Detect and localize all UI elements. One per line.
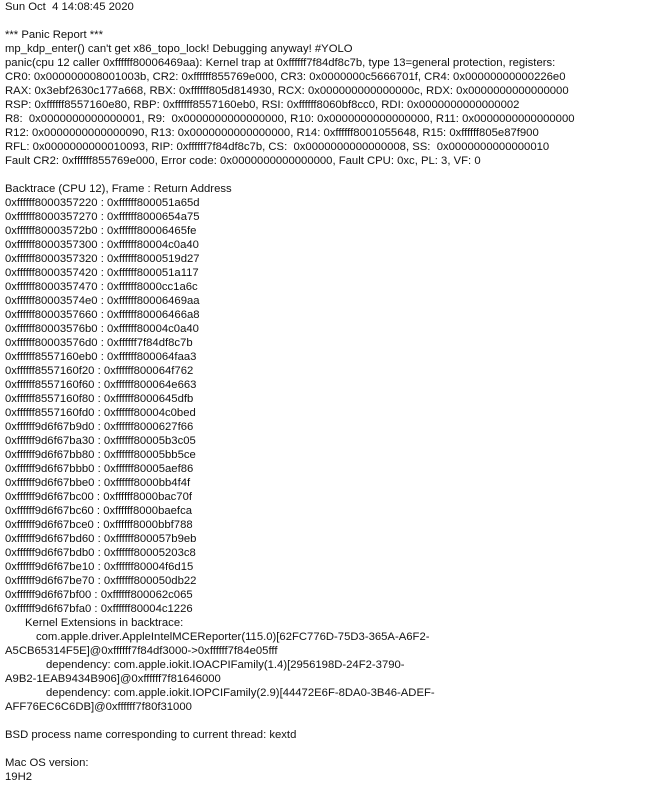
backtrace-frame: 0xffffff8000357660 : 0xffffff80006466a8: [5, 309, 200, 321]
backtrace-frame: 0xffffff80003574e0 : 0xffffff80006469aa: [5, 295, 200, 307]
backtrace-frame: 0xffffff8557160fd0 : 0xffffff80004c0bed: [5, 407, 196, 419]
backtrace-frame: 0xffffff9d6f67bfa0 : 0xffffff80004c1226: [5, 603, 193, 615]
panic-detail-line: R12: 0x0000000000000090, R13: 0x0000000000000000, R14: 0xffffff8001055648, R15: 0xffffff805e87f900: [5, 127, 539, 139]
backtrace-frame: 0xffffff8000357420 : 0xffffff800051a117: [5, 267, 199, 279]
backtrace-frame: 0xffffff9d6f67be70 : 0xffffff800050db22: [5, 575, 197, 587]
backtrace-frame: 0xffffff9d6f67ba30 : 0xffffff80005b3c05: [5, 435, 196, 447]
backtrace-frame: 0xffffff9d6f67bbb0 : 0xffffff80005aef86: [5, 463, 194, 475]
backtrace-frame: 0xffffff9d6f67bd60 : 0xffffff800057b9eb: [5, 533, 197, 545]
kext-header: Kernel Extensions in backtrace:: [25, 617, 184, 629]
panic-report-document: [5, 0, 645, 784]
panic-detail-line: RFL: 0x0000000000010093, RIP: 0xffffff7f84df8c7b, CS: 0x0000000000000008, SS: 0x0000000000000010: [5, 141, 550, 153]
backtrace-frame: 0xffffff9d6f67bce0 : 0xffffff8000bbf788: [5, 519, 193, 531]
backtrace-frame: 0xffffff9d6f67bf00 : 0xffffff800062c065: [5, 589, 193, 601]
backtrace-frame: 0xffffff80003576b0 : 0xffffff80004c0a40: [5, 323, 199, 335]
backtrace-frame: 0xffffff9d6f67bdb0 : 0xffffff80005203c8: [5, 547, 196, 559]
panic-detail-line: RSP: 0xffffff8557160e80, RBP: 0xffffff8557160eb0, RSI: 0xffffff8060bf8cc0, RDI: 0x0000000000000002: [5, 99, 520, 111]
backtrace-frames: [5, 196, 645, 616]
spacer: [5, 742, 645, 756]
backtrace-frame: 0xffffff8557160f20 : 0xffffff800064f762: [5, 365, 194, 377]
kext-entry-line2: A5CB65314F5E]@0xffffff7f84df3000->0xffffff7f84e05fff: [5, 645, 278, 657]
report-timestamp: Sun Oct 4 14:08:45 2020: [5, 1, 134, 13]
kext-dependency-2-line1: dependency: com.apple.iokit.IOPCIFamily(2.9)[44472E6F-8DA0-3B46-ADEF-: [46, 687, 435, 699]
backtrace-frame: 0xffffff80003572b0 : 0xffffff80006465fe: [5, 225, 197, 237]
kext-entry-line1: com.apple.driver.AppleIntelMCEReporter(115.0)[62FC776D-75D3-365A-A6F2-: [36, 631, 430, 643]
spacer: [5, 714, 645, 728]
backtrace-frame: 0xffffff9d6f67bb80 : 0xffffff80005bb5ce: [5, 449, 196, 461]
os-version-label: Mac OS version:: [5, 757, 89, 769]
panic-detail-line: Fault CR2: 0xffffff855769e000, Error code: 0x0000000000000000, Fault CPU: 0xc, PL: 3, VF: 0: [5, 155, 481, 167]
backtrace-frame: 0xffffff9d6f67b9d0 : 0xffffff8000627f66: [5, 421, 194, 433]
panic-detail-line: mp_kdp_enter() can't get x86_topo_lock! Debugging anyway! #YOLO: [5, 43, 353, 55]
panic-detail-line: RAX: 0x3ebf2630c177a668, RBX: 0xffffff805d814930, RCX: 0x000000000000000c, RDX: 0x0000000000000000: [5, 85, 569, 97]
backtrace-frame: 0xffffff8000357300 : 0xffffff80004c0a40: [5, 239, 199, 251]
backtrace-frame: 0xffffff9d6f67bc00 : 0xffffff8000bac70f: [5, 491, 192, 503]
backtrace-frame: 0xffffff80003576d0 : 0xffffff7f84df8c7b: [5, 337, 193, 349]
kext-dependency-2-line2: AFF76EC6C6DB]@0xffffff7f80f31000: [5, 701, 192, 713]
panic-report-header: *** Panic Report ***: [5, 29, 103, 41]
backtrace-frame: 0xffffff8557160f80 : 0xffffff8000645dfb: [5, 393, 194, 405]
panic-details: [5, 42, 645, 168]
backtrace-frame: 0xffffff8557160eb0 : 0xffffff800064faa3: [5, 351, 197, 363]
backtrace-frame: 0xffffff8000357470 : 0xffffff8000cc1a6c: [5, 281, 198, 293]
panic-detail-line: CR0: 0x000000008001003b, CR2: 0xffffff855769e000, CR3: 0x0000000c5666701f, CR4: 0x00000000000226e0: [5, 71, 566, 83]
os-version-value: 19H2: [5, 771, 33, 783]
backtrace-frame: 0xffffff9d6f67be10 : 0xffffff80004f6d15: [5, 561, 194, 573]
panic-detail-line: panic(cpu 12 caller 0xffffff80006469aa): Kernel trap at 0xffffff7f84df8c7b, type 13=general protection, registers:: [5, 57, 556, 69]
backtrace-frame: 0xffffff8000357320 : 0xffffff8000519d27: [5, 253, 200, 265]
backtrace-frame: 0xffffff8557160f60 : 0xffffff800064e663: [5, 379, 197, 391]
backtrace-header: Backtrace (CPU 12), Frame : Return Address: [5, 183, 232, 195]
kext-dependency-1-line1: dependency: com.apple.iokit.IOACPIFamily(1.4)[2956198D-24F2-3790-: [46, 659, 405, 671]
spacer: [5, 14, 645, 28]
backtrace-frame: 0xffffff9d6f67bbe0 : 0xffffff8000bb4f4f: [5, 477, 191, 489]
bsd-process-name: BSD process name corresponding to current thread: kextd: [5, 729, 297, 741]
kext-dependency-1-line2: A9B2-1EAB9434B906]@0xffffff7f81646000: [5, 673, 221, 685]
spacer: [5, 168, 645, 182]
backtrace-frame: 0xffffff8000357270 : 0xffffff8000654a75: [5, 211, 200, 223]
backtrace-frame: 0xffffff9d6f67bc60 : 0xffffff8000baefca: [5, 505, 192, 517]
panic-detail-line: R8: 0x0000000000000001, R9: 0x0000000000000000, R10: 0x0000000000000000, R11: 0x0000000000000000: [5, 113, 575, 125]
backtrace-frame: 0xffffff8000357220 : 0xffffff800051a65d: [5, 197, 200, 209]
